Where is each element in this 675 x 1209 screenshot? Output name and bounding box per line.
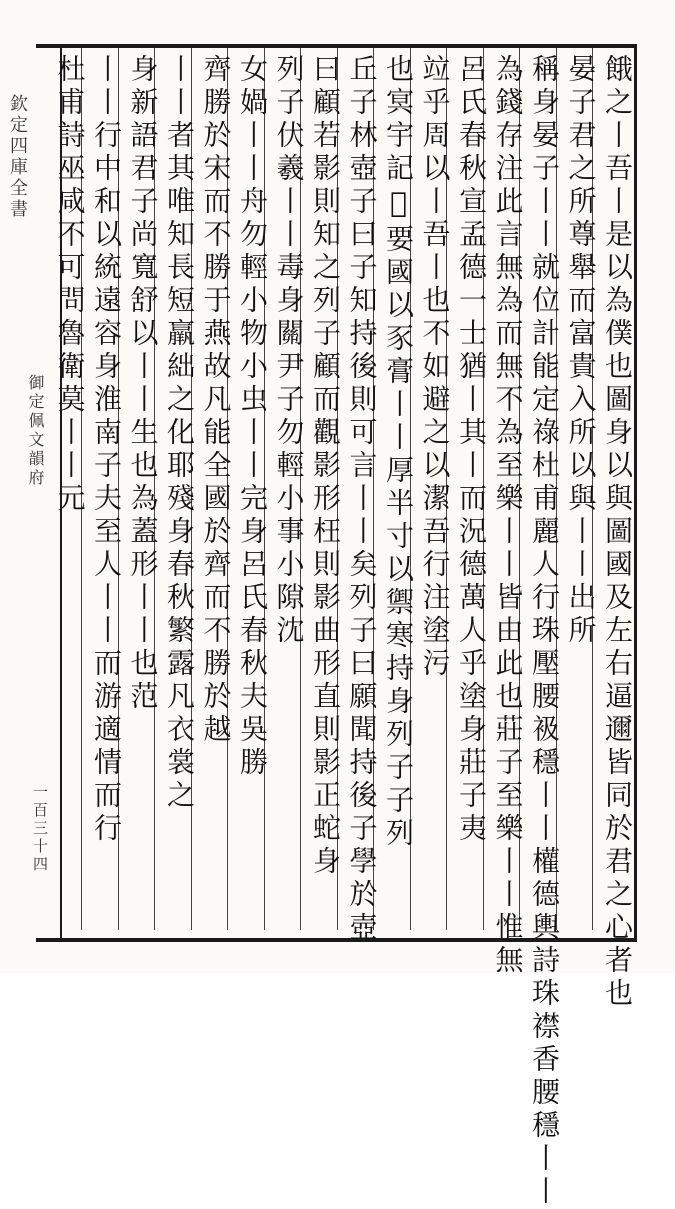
text-column-6: 竝乎周以丨吾丨也不如避之以潔吾行注塗污 — [418, 54, 452, 681]
text-column-9: 曰顧若影則知之列子顧而觀影形枉則影曲形直則影正蛇身 — [309, 54, 342, 879]
text-column-5: 呂氏春秋宣孟德一士猶丨其丨而況德萬人乎塗身莊子夷 — [455, 54, 488, 846]
page-number: 一百三十四 — [31, 784, 49, 874]
text-column-14: 身新語君子尚寬舒以丨丨生也為蓋形丨丨也范 — [126, 54, 160, 714]
text-column-4: 為錢存注此言無為而無不為至樂丨丨皆由此也莊子至樂丨丨惟無 — [491, 54, 525, 978]
margin-title: 欽定四庫全書 — [7, 94, 28, 220]
text-column-12: 齊勝於宋而不勝于燕故凡能全國於齊而不勝於越 — [199, 54, 233, 747]
text-column-11: 女媧丨丨舟勿輕小物小虫丨丨完身呂氏春秋夫吳勝 — [236, 54, 269, 780]
text-column-7: 也㝠宇記𧶼要國以豕膏丨丨厚半寸以禦寒持身列子子列 — [382, 54, 415, 851]
text-column-15: 丨丨行中和以統遠容身淮南子夫至人丨丨而游適情而行 — [90, 54, 123, 846]
text-column-2: 晏子君之所尊舉而富貴入所以與丨丨出所 — [564, 54, 598, 648]
text-column-1: 餓之丨吾丨是以為僕也圖身以與圖國及左右逼邇皆同於君之心者也 — [601, 54, 634, 1011]
text-column-13: 丨丨者其唯知長短羸絀之化耶殘身春秋繁露凡衣裳之 — [163, 54, 196, 813]
text-column-10: 列子伏羲丨丨毒身關尹子勿輕小事小隙沈 — [272, 54, 306, 648]
text-column-16: 杜甫詩巫咸不可問魯衛莫丨丨元 — [53, 54, 87, 516]
margin-book-title: 御定佩文韻府 — [26, 374, 45, 488]
text-column-8: 丘子林壺子曰子知持後則可言丨丨矣列子曰願聞持後子學於壺 — [345, 54, 379, 945]
text-column-3: 稱身晏子丨丨就位計能定祿杜甫麗人行珠壓腰衱穩丨丨權德輿詩珠襟香腰穩丨丨 — [528, 54, 561, 1209]
